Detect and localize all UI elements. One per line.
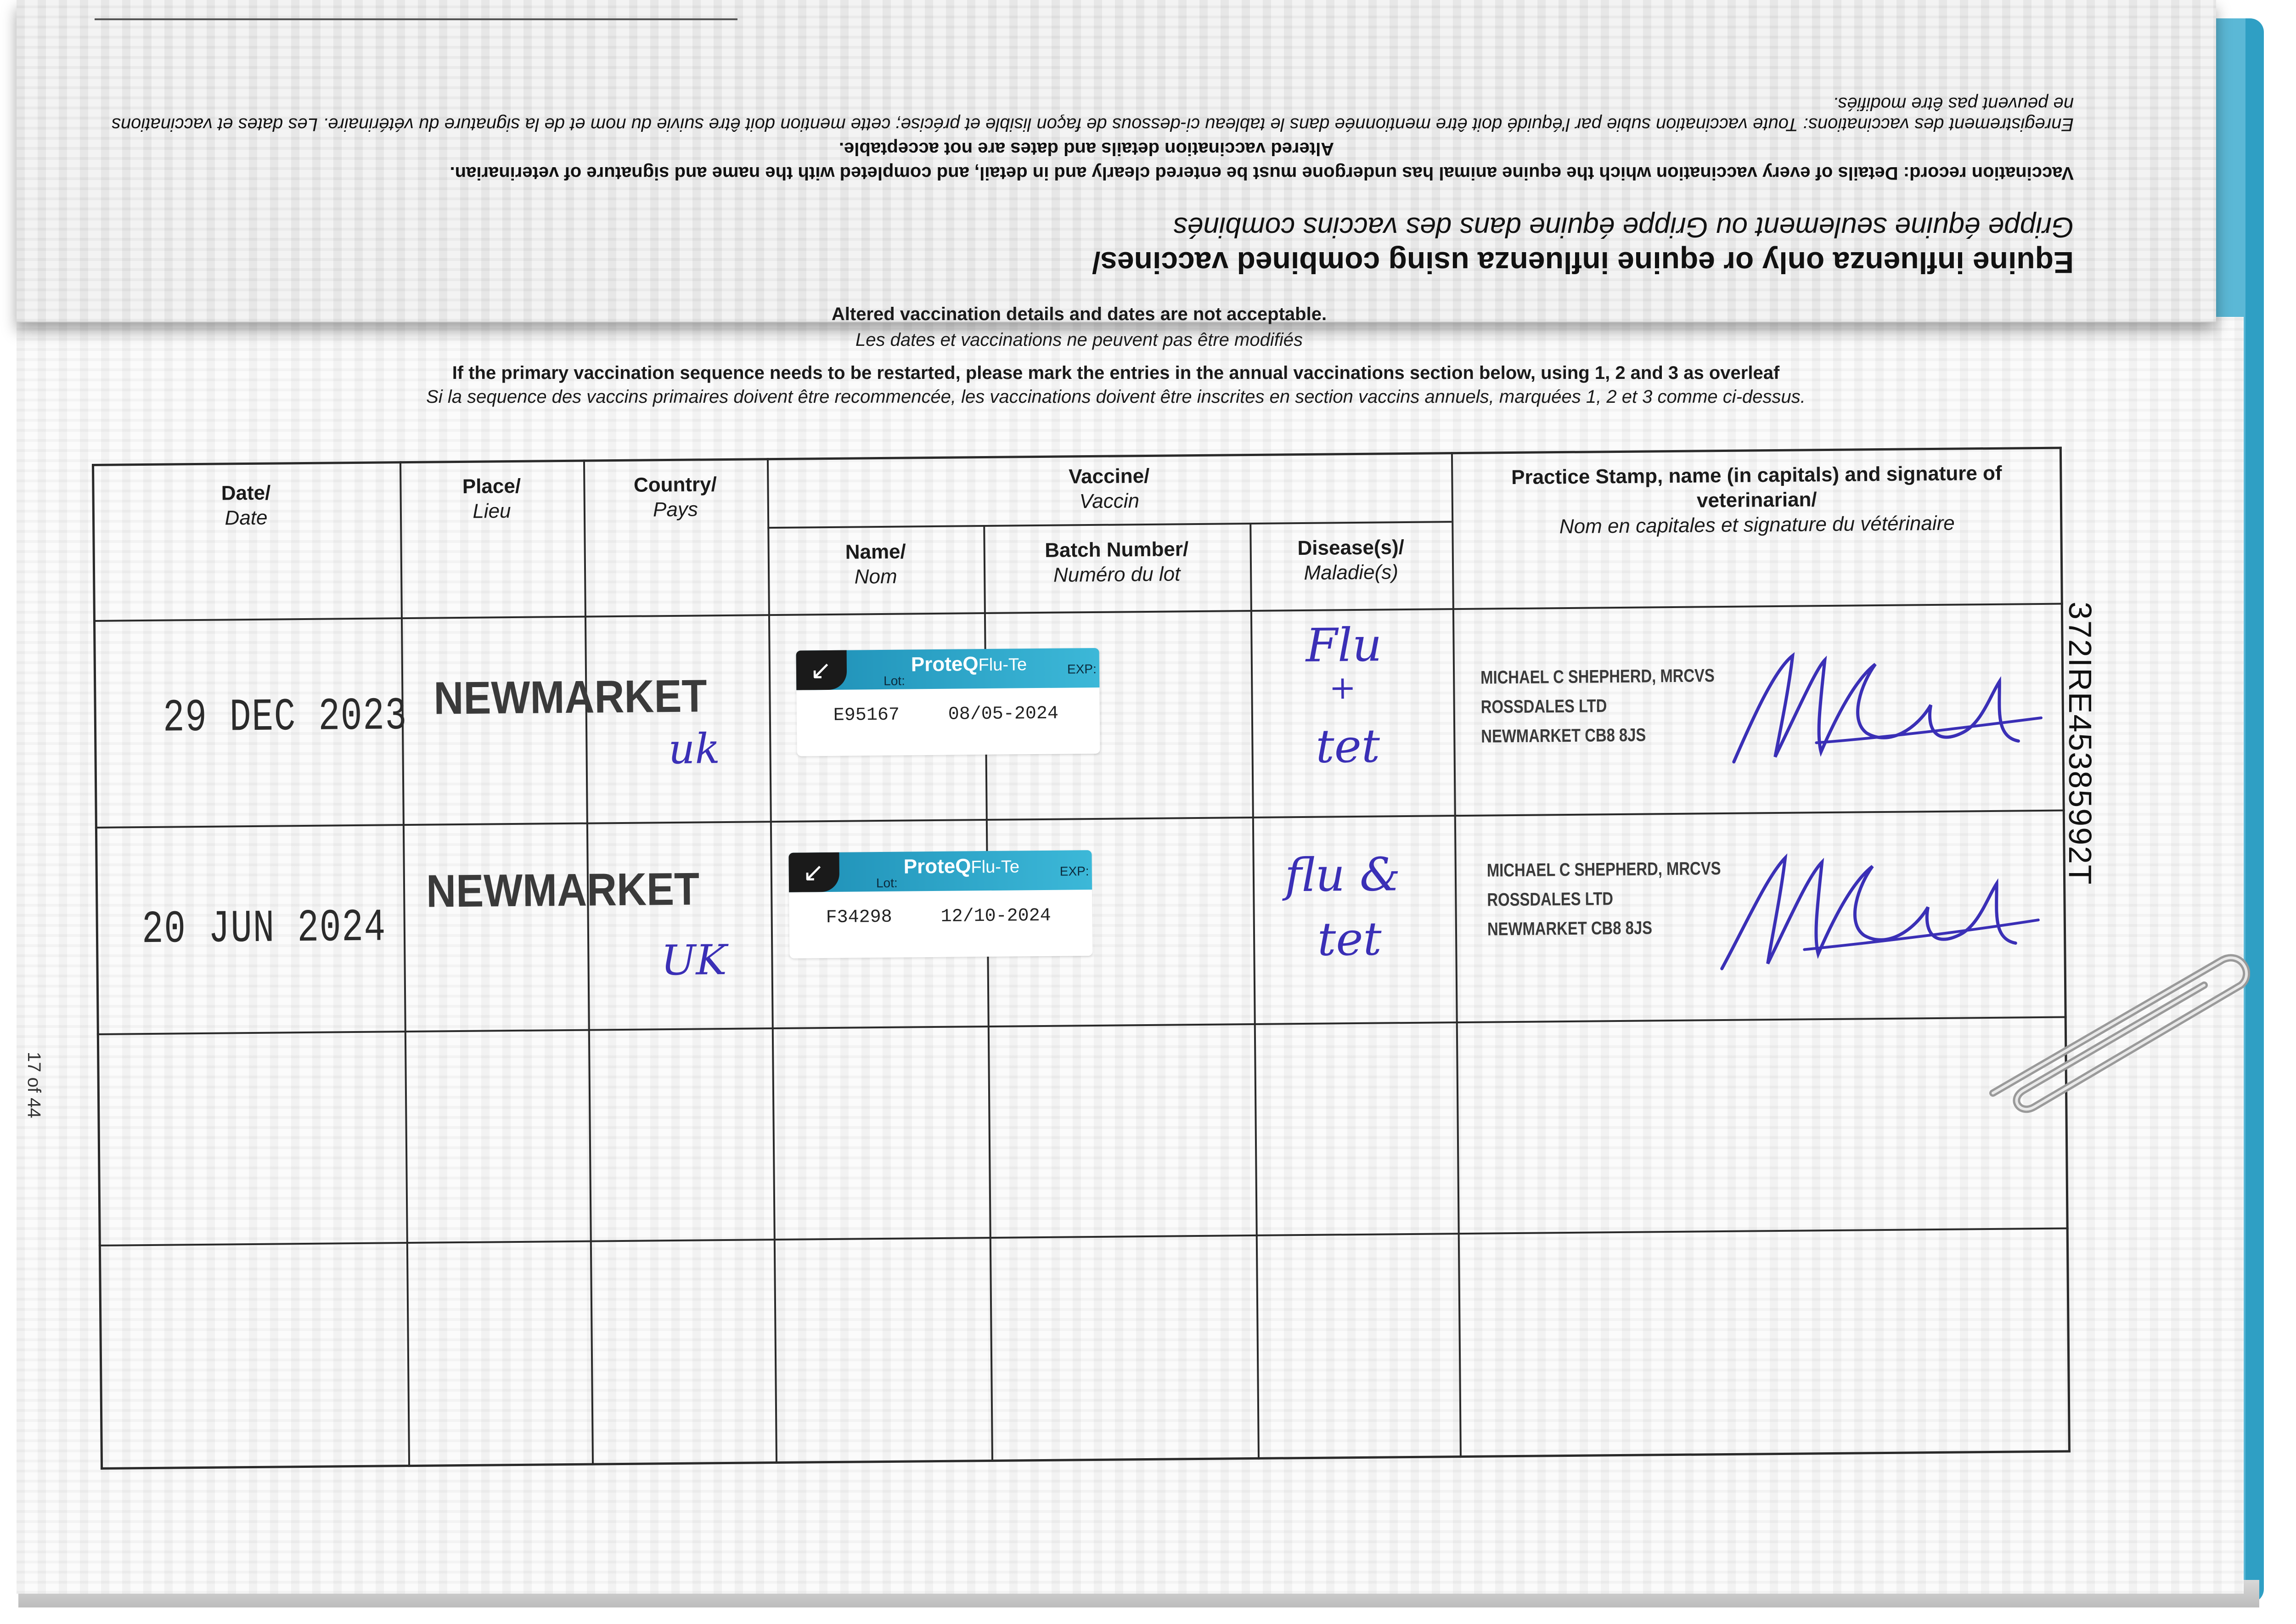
label-exp: EXP: xyxy=(1067,661,1097,677)
label-brand: ProteQFlu-Te xyxy=(911,653,1027,676)
restart-notice-fr: Si la sequence des vaccins primaires doivent être recommencée, les vaccinations doivent être inscrites en section vaccins annuels, marquées 1, 2 et 3 comme ci-dessus. xyxy=(426,387,1806,407)
header-vet: Practice Stamp, name (in capitals) and signature of veterinarian/ Nom en capitales et signature du vétérinaire xyxy=(1511,462,2002,538)
header-disease: Disease(s)/ Maladie(s) xyxy=(1297,536,1405,584)
vaccine-subheader-line xyxy=(767,521,1452,529)
row1-vet-address: NEWMARKET CB8 8JS xyxy=(1481,725,1646,747)
row1-disease-3: tet xyxy=(1315,719,1380,773)
row2-expiry-date: 12/10-2024 xyxy=(940,905,1051,927)
title-fr: Grippe équine seulement ou Grippe équine dans des vaccins combinés xyxy=(1173,211,2074,243)
label-exp: EXP: xyxy=(1059,864,1089,879)
arrow-icon: ↙ xyxy=(810,655,832,685)
row1-disease-1: Flu xyxy=(1306,618,1382,672)
col-line-1 xyxy=(400,461,410,1467)
row-line-3 xyxy=(99,1227,2069,1246)
row1-vet-name: MICHAEL C SHEPHERD, MRCVS xyxy=(1480,665,1715,688)
header-name: Name/ Nom xyxy=(845,540,906,588)
upside-down-header xyxy=(99,41,2074,299)
restart-notice-en: If the primary vaccination sequence needs to be restarted, please mark the entries in the annual vaccinations section below, using 1, 2 and 3 as overleaf xyxy=(452,363,1780,383)
row1-date-stamp: 29 DEC 2023 xyxy=(163,691,408,745)
title-en: Equine influenza only or equine influenza using combined vaccines/ xyxy=(1092,246,2074,280)
row1-disease-2: + xyxy=(1328,668,1356,707)
row2-disease-1: flu & xyxy=(1284,847,1401,902)
row1-vet-practice: ROSSDALES LTD xyxy=(1480,696,1607,717)
row2-vaccine-label xyxy=(788,850,1092,959)
record-en-2: Altered vaccination details and dates are not acceptable. xyxy=(838,139,1334,159)
col-line-5 xyxy=(1249,523,1260,1460)
arrow-icon: ↙ xyxy=(802,857,825,887)
header-vaccine: Vaccine/ Vaccin xyxy=(1069,464,1150,513)
record-fr: Enregistrement des vaccinations: Toute vaccination subie par l'équidé doit être mentionnée dans le tableau ci-dessous de façon lisible et précise; cette mention doit être suivie du nom et de la signature du vétérinaire. Les dates et vaccinations ne peuvent pas être modifiés. xyxy=(111,94,2074,135)
row1-place-stamp: NEWMARKET xyxy=(433,670,707,724)
header-batch: Batch Number/ Numéro du lot xyxy=(1045,538,1189,586)
row2-practice-stamp xyxy=(1487,854,1722,944)
vaccination-table xyxy=(92,447,2071,1470)
header-place: Place/ Lieu xyxy=(462,474,521,523)
row1-practice-stamp xyxy=(1480,661,1715,751)
row1-batch-number: E95167 xyxy=(833,705,900,726)
col-line-6 xyxy=(1451,452,1462,1458)
record-en: Vaccination record: Details of every vaccination which the equine animal has undergone must be entered clearly and in detail, and completed with the name and signature of veterinarian. xyxy=(450,163,2074,183)
row2-batch-number: F34298 xyxy=(826,907,892,929)
row2-vet-practice: ROSSDALES LTD xyxy=(1487,889,1614,910)
label-tab xyxy=(788,852,839,892)
col-line-2 xyxy=(583,460,594,1466)
row2-disease-3: tet xyxy=(1317,912,1382,966)
label-lot: Lot: xyxy=(884,673,906,688)
label-brand: ProteQFlu-Te xyxy=(903,855,1020,878)
paper-clip-icon xyxy=(1965,942,2250,1134)
header-date: Date/ Date xyxy=(221,481,271,530)
facing-page xyxy=(17,0,2216,322)
row1-vaccine-label xyxy=(796,648,1100,756)
row2-place-stamp: NEWMARKET xyxy=(426,863,700,917)
label-lot: Lot: xyxy=(876,875,898,891)
row2-vet-address: NEWMARKET CB8 8JS xyxy=(1487,918,1653,940)
row2-vet-name: MICHAEL C SHEPHERD, MRCVS xyxy=(1486,858,1721,881)
row1-country: uk xyxy=(668,725,720,774)
altered-notice-fr: Les dates et vaccinations ne peuvent pas être modifiés xyxy=(855,330,1303,350)
row2-date-stamp: 20 JUN 2024 xyxy=(141,902,387,957)
row-line-2 xyxy=(97,1016,2067,1035)
header-bottom-line xyxy=(93,603,2063,622)
row1-signature xyxy=(1723,626,2046,780)
header-country: Country/ Pays xyxy=(633,473,717,521)
row1-expiry-date: 08/05-2024 xyxy=(948,703,1059,725)
passport-id: 372IRE45385992T xyxy=(2062,602,2098,885)
page-number: 17 of 44 xyxy=(24,1052,44,1118)
row2-country: UK xyxy=(661,936,727,985)
top-rule xyxy=(95,18,737,20)
altered-notice-en: Altered vaccination details and dates are not acceptable. xyxy=(831,304,1327,324)
label-tab xyxy=(796,650,847,690)
col-line-3 xyxy=(767,458,777,1464)
